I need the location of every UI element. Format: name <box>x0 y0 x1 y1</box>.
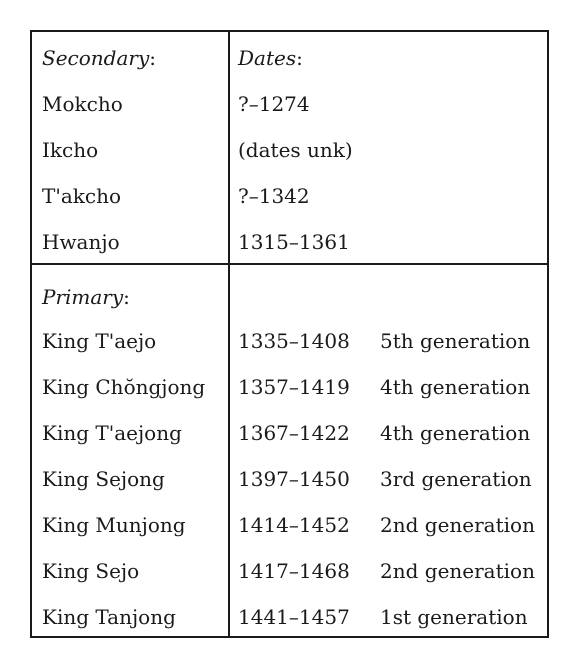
column-divider <box>228 32 230 636</box>
primary-row-generation: 4th generation <box>380 375 531 399</box>
primary-row-generation: 2nd generation <box>380 559 535 583</box>
primary-row-name: King Sejong <box>42 467 165 491</box>
dates-header-punct: : <box>296 46 303 70</box>
primary-row-name: King Tanjong <box>42 605 176 629</box>
primary-row-generation: 3rd generation <box>380 467 532 491</box>
secondary-row-name: Mokcho <box>42 92 123 116</box>
primary-row-dates: 1417–1468 <box>238 559 350 583</box>
primary-row-dates: 1335–1408 <box>238 329 350 353</box>
primary-row-name: King Chŏngjong <box>42 375 206 399</box>
primary-row-generation: 4th generation <box>380 421 531 445</box>
secondary-header-label: Secondary <box>42 46 150 70</box>
primary-header-punct: : <box>123 285 130 309</box>
primary-row-name: King Sejo <box>42 559 140 583</box>
lineage-table <box>30 30 549 638</box>
secondary-row-dates: 1315–1361 <box>238 230 350 254</box>
primary-row-generation: 1st generation <box>380 605 528 629</box>
section-divider <box>32 263 547 265</box>
secondary-row-name: Ikcho <box>42 138 99 162</box>
primary-row-generation: 5th generation <box>380 329 531 353</box>
secondary-row-name: Hwanjo <box>42 230 120 254</box>
dates-header-label: Dates <box>238 46 297 70</box>
primary-row-dates: 1397–1450 <box>238 467 350 491</box>
primary-header <box>42 284 130 310</box>
secondary-row-dates: (dates unk) <box>238 138 353 162</box>
primary-row-dates: 1367–1422 <box>238 421 350 445</box>
primary-header-label: Primary <box>42 285 124 309</box>
dates-header <box>238 45 303 71</box>
primary-row-name: King T'aejo <box>42 329 157 353</box>
primary-row-dates: 1357–1419 <box>238 375 350 399</box>
primary-row-dates: 1414–1452 <box>238 513 350 537</box>
primary-row-name: King T'aejong <box>42 421 182 445</box>
primary-row-name: King Munjong <box>42 513 186 537</box>
secondary-row-dates: ?–1274 <box>238 92 310 116</box>
secondary-row-dates: ?–1342 <box>238 184 310 208</box>
secondary-header-punct: : <box>149 46 156 70</box>
primary-row-generation: 2nd generation <box>380 513 535 537</box>
primary-row-dates: 1441–1457 <box>238 605 350 629</box>
secondary-row-name: T'akcho <box>42 184 122 208</box>
secondary-header <box>42 45 156 71</box>
